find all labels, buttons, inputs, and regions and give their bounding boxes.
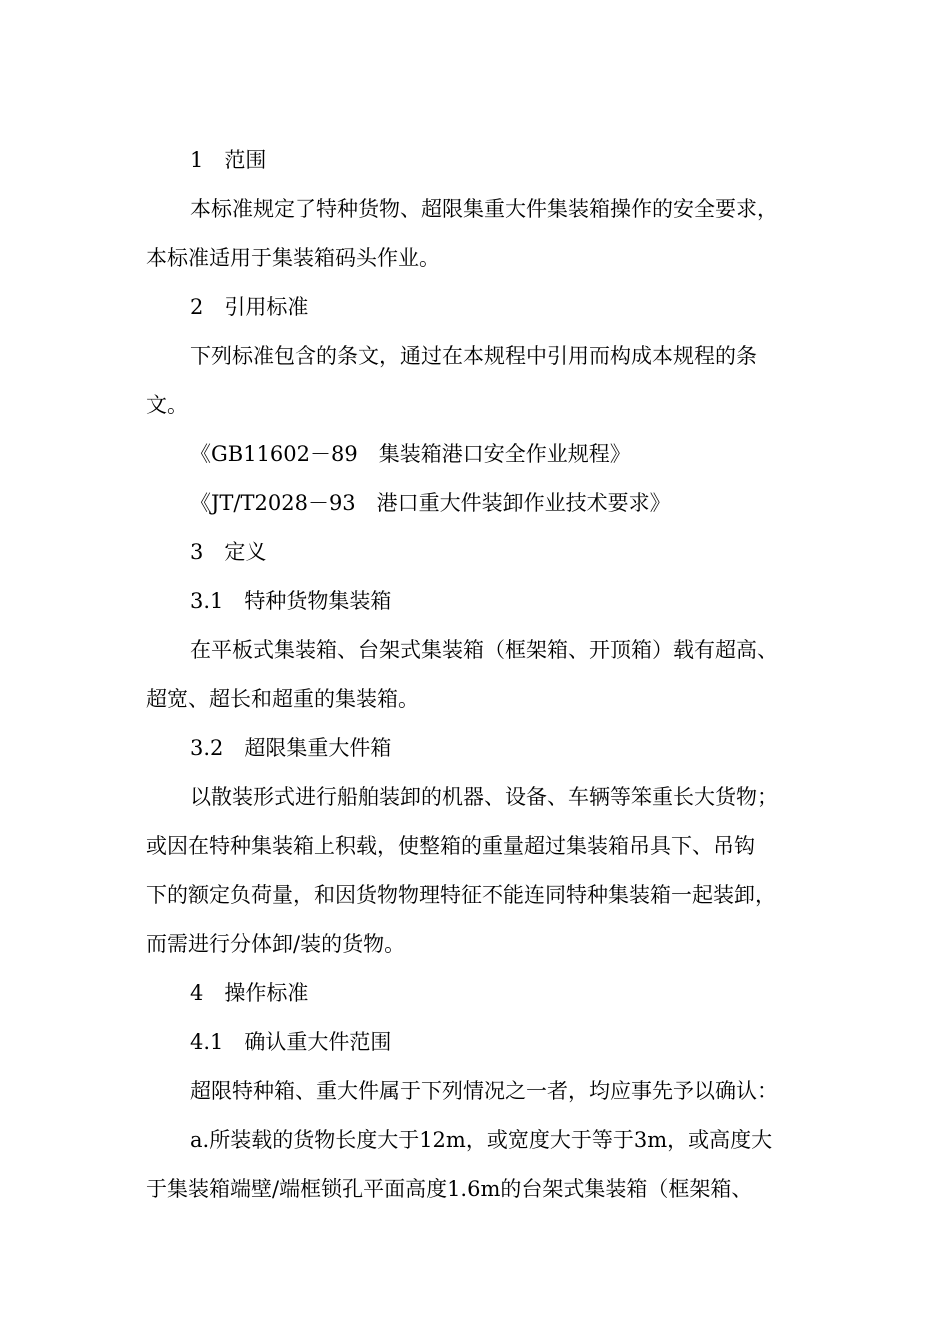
- section-heading-operation: 4 操作标准: [190, 981, 309, 1005]
- paragraph-line: 以散装形式进行船舶装卸的机器、设备、车辆等笨重长大货物；: [190, 785, 778, 809]
- paragraph-line: 而需进行分体卸/装的货物。: [146, 932, 406, 956]
- paragraph-line: 本标准适用于集装箱码头作业。: [146, 246, 440, 270]
- paragraph-line: 或因在特种集装箱上积载，使整箱的重量超过集装箱吊具下、吊钩: [146, 834, 755, 858]
- paragraph-line: 文。: [146, 393, 188, 417]
- paragraph-line: 本标准规定了特种货物、超限集重大件集装箱操作的安全要求，: [190, 197, 778, 221]
- paragraph-line: 在平板式集装箱、台架式集装箱（框架箱、开顶箱）载有超高、: [190, 638, 778, 662]
- subsection-heading: 3.1 特种货物集装箱: [190, 589, 392, 613]
- section-heading-scope: 1 范围: [190, 148, 267, 172]
- paragraph-line: 下的额定负荷量，和因货物物理特征不能连同特种集装箱一起装卸，: [146, 883, 776, 907]
- reference-standard: 《GB11602－89 集装箱港口安全作业规程》: [190, 442, 631, 466]
- paragraph-line: 超宽、超长和超重的集装箱。: [146, 687, 419, 711]
- list-item-line: 于集装箱端壁/端框锁孔平面高度1.6m的台架式集装箱（框架箱、: [146, 1177, 753, 1201]
- document-body: [146, 136, 810, 1214]
- section-heading-references: 2 引用标准: [190, 295, 309, 319]
- paragraph-line: 下列标准包含的条文，通过在本规程中引用而构成本规程的条: [190, 344, 757, 368]
- section-heading-definitions: 3 定义: [190, 540, 267, 564]
- paragraph-line: 超限特种箱、重大件属于下列情况之一者，均应事先予以确认：: [190, 1079, 778, 1103]
- subsection-heading: 3.2 超限集重大件箱: [190, 736, 392, 760]
- reference-standard: 《JT/T2028－93 港口重大件装卸作业技术要求》: [190, 491, 671, 515]
- subsection-heading: 4.1 确认重大件范围: [190, 1030, 392, 1054]
- list-item-line: a.所装载的货物长度大于12m，或宽度大于等于3m，或高度大: [190, 1128, 773, 1152]
